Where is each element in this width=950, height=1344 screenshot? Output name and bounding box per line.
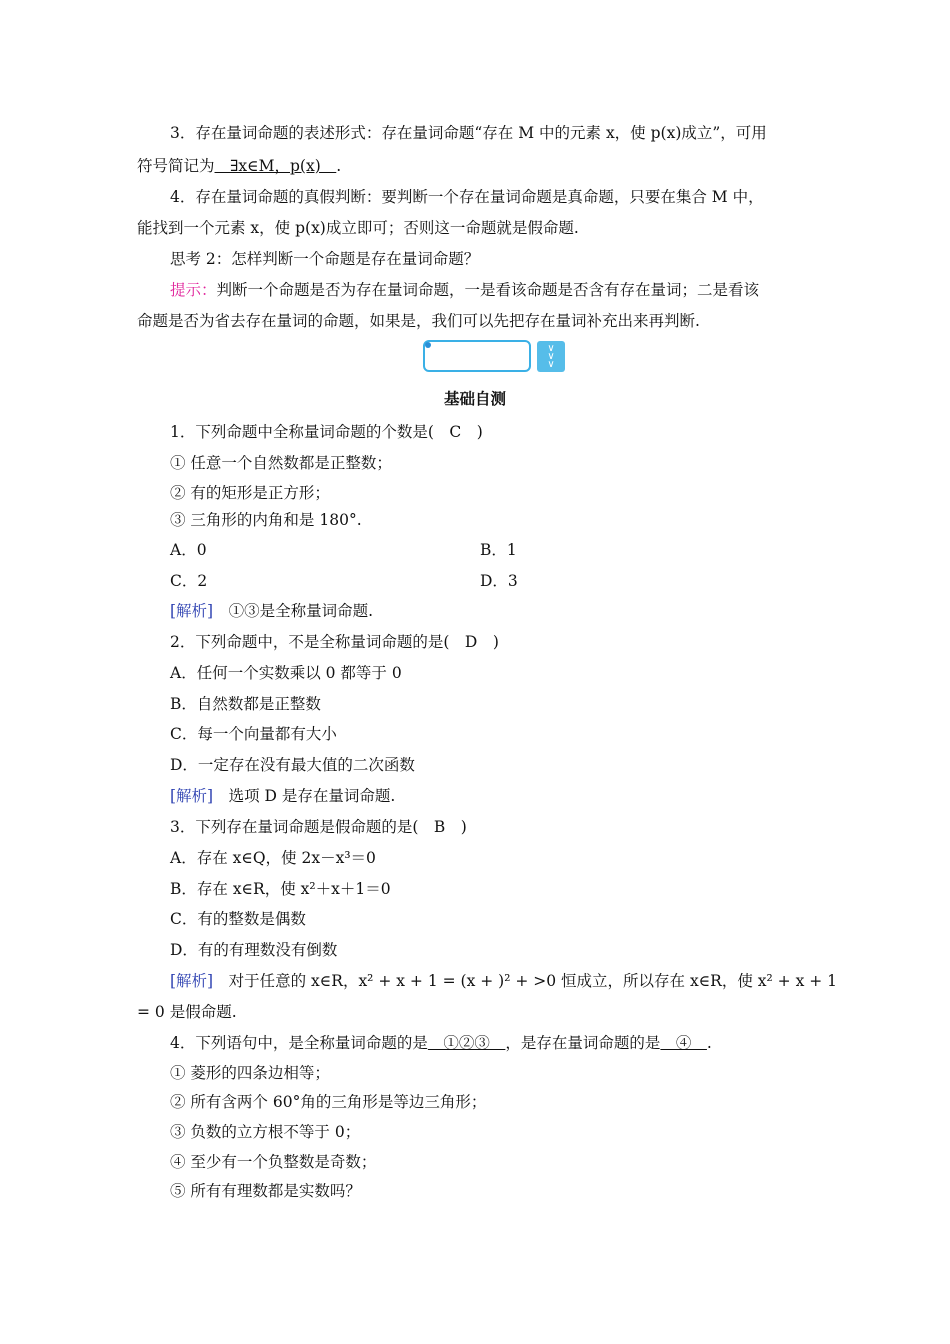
question-1-stem: 1．下列命题中全称量词命题的个数是( C ) (170, 423, 483, 441)
question-1-options-row-2 (170, 571, 850, 591)
question-3-analysis-line-2: = 0 是假命题. (137, 1003, 237, 1021)
question-4-stem-b: ，是存在量词命题的是 (505, 1034, 661, 1052)
question-3-option-a: A．存在 x∈Q，使 2x－x³＝0 (170, 849, 376, 867)
question-1-option-b: B．1 (480, 541, 517, 559)
tab-dot (425, 342, 431, 348)
think-2-question: 思考 2：怎样判断一个命题是存在量词命题？ (170, 250, 480, 268)
question-3-analysis-line-1 (170, 971, 850, 991)
question-3-option-b: B．存在 x∈R，使 x²＋x＋1＝0 (170, 880, 391, 898)
analysis-label: [解析] (170, 787, 214, 805)
paragraph-3-line-1: 3．存在量词命题的表述形式：存在量词命题“存在 M 中的元素 x，使 p(x)成立”，可用 (170, 124, 767, 142)
chevron-down-icon: ∨ ∨ ∨ (537, 341, 565, 372)
paragraph-3-line-2 (137, 156, 817, 176)
hint-line-1 (170, 280, 850, 300)
paragraph-3-prefix: 符号简记为 (137, 157, 215, 175)
question-4-statement-4: ④ 至少有一个负整数是奇数； (170, 1153, 377, 1171)
question-2-option-b: B．自然数都是正整数 (170, 695, 321, 713)
analysis-label: [解析] (170, 972, 214, 990)
question-4-statement-3: ③ 负数的立方根不等于 0； (170, 1123, 361, 1141)
question-1-option-a: A．0 (170, 541, 207, 559)
question-1-statement-2: ② 有的矩形是正方形； (170, 484, 330, 502)
analysis-text: 对于任意的 x∈R，x² + x + 1 = (x + )² + >0 恒成立，所以存在 x∈R，使 x² + x + 1 (228, 972, 838, 990)
question-3-option-d: D．有的有理数没有倒数 (170, 941, 338, 959)
question-4-stem-c: . (706, 1034, 712, 1052)
question-4-answer-2: ④ (660, 1034, 707, 1052)
question-2-option-c: C．每一个向量都有大小 (170, 725, 337, 743)
question-1-statement-3: ③ 三角形的内角和是 180°. (170, 511, 362, 529)
section-title: 基础自测 (443, 389, 506, 408)
section-tab-frame (423, 340, 531, 372)
question-4-stem-a: 4．下列语句中，是全称量词命题的是 (170, 1034, 428, 1052)
question-1-analysis (170, 601, 850, 621)
question-2-option-d: D．一定存在没有最大值的二次函数 (170, 756, 415, 774)
paragraph-4-line-2: 能找到一个元素 x，使 p(x)成立即可；否则这一命题就是假命题. (137, 219, 579, 237)
analysis-label: [解析] (170, 602, 214, 620)
hint-label: 提示： (170, 281, 217, 299)
paragraph-3-suffix: . (336, 157, 342, 175)
question-4-answer-1: ①②③ (427, 1034, 506, 1052)
question-1-option-c: C．2 (170, 572, 208, 590)
question-3-option-c: C．有的整数是偶数 (170, 910, 306, 928)
question-4-statement-1: ① 菱形的四条边相等； (170, 1064, 330, 1082)
analysis-text: 选项 D 是存在量词命题. (228, 787, 396, 805)
hint-line-2: 命题是否为省去存在量词的命题，如果是，我们可以先把存在量词补充出来再判断. (137, 312, 700, 330)
question-2-stem: 2．下列命题中，不是全称量词命题的是( D ) (170, 633, 499, 651)
question-1-options-row-1 (170, 540, 850, 560)
question-4-stem (170, 1033, 850, 1053)
hint-text-1: 判断一个命题是否为存在量词命题，一是看该命题是否含有存在量词；二是看该 (216, 281, 760, 299)
question-2-option-a: A．任何一个实数乘以 0 都等于 0 (170, 664, 402, 682)
question-2-analysis (170, 786, 850, 806)
question-4-statement-2: ② 所有含两个 60°角的三角形是等边三角形； (170, 1093, 487, 1111)
question-1-statement-1: ① 任意一个自然数都是正整数； (170, 454, 392, 472)
question-4-statement-5: ⑤ 所有有理数都是实数吗？ (170, 1182, 361, 1200)
analysis-text: ①③是全称量词命题. (228, 602, 374, 620)
question-1-option-d: D．3 (480, 572, 518, 590)
paragraph-3-answer: ∃x∈M，p(x) (214, 157, 337, 175)
paragraph-4-line-1: 4．存在量词命题的真假判断：要判断一个存在量词命题是真命题，只要在集合 M 中， (170, 188, 764, 206)
question-3-stem: 3．下列存在量词命题是假命题的是( B ) (170, 818, 467, 836)
